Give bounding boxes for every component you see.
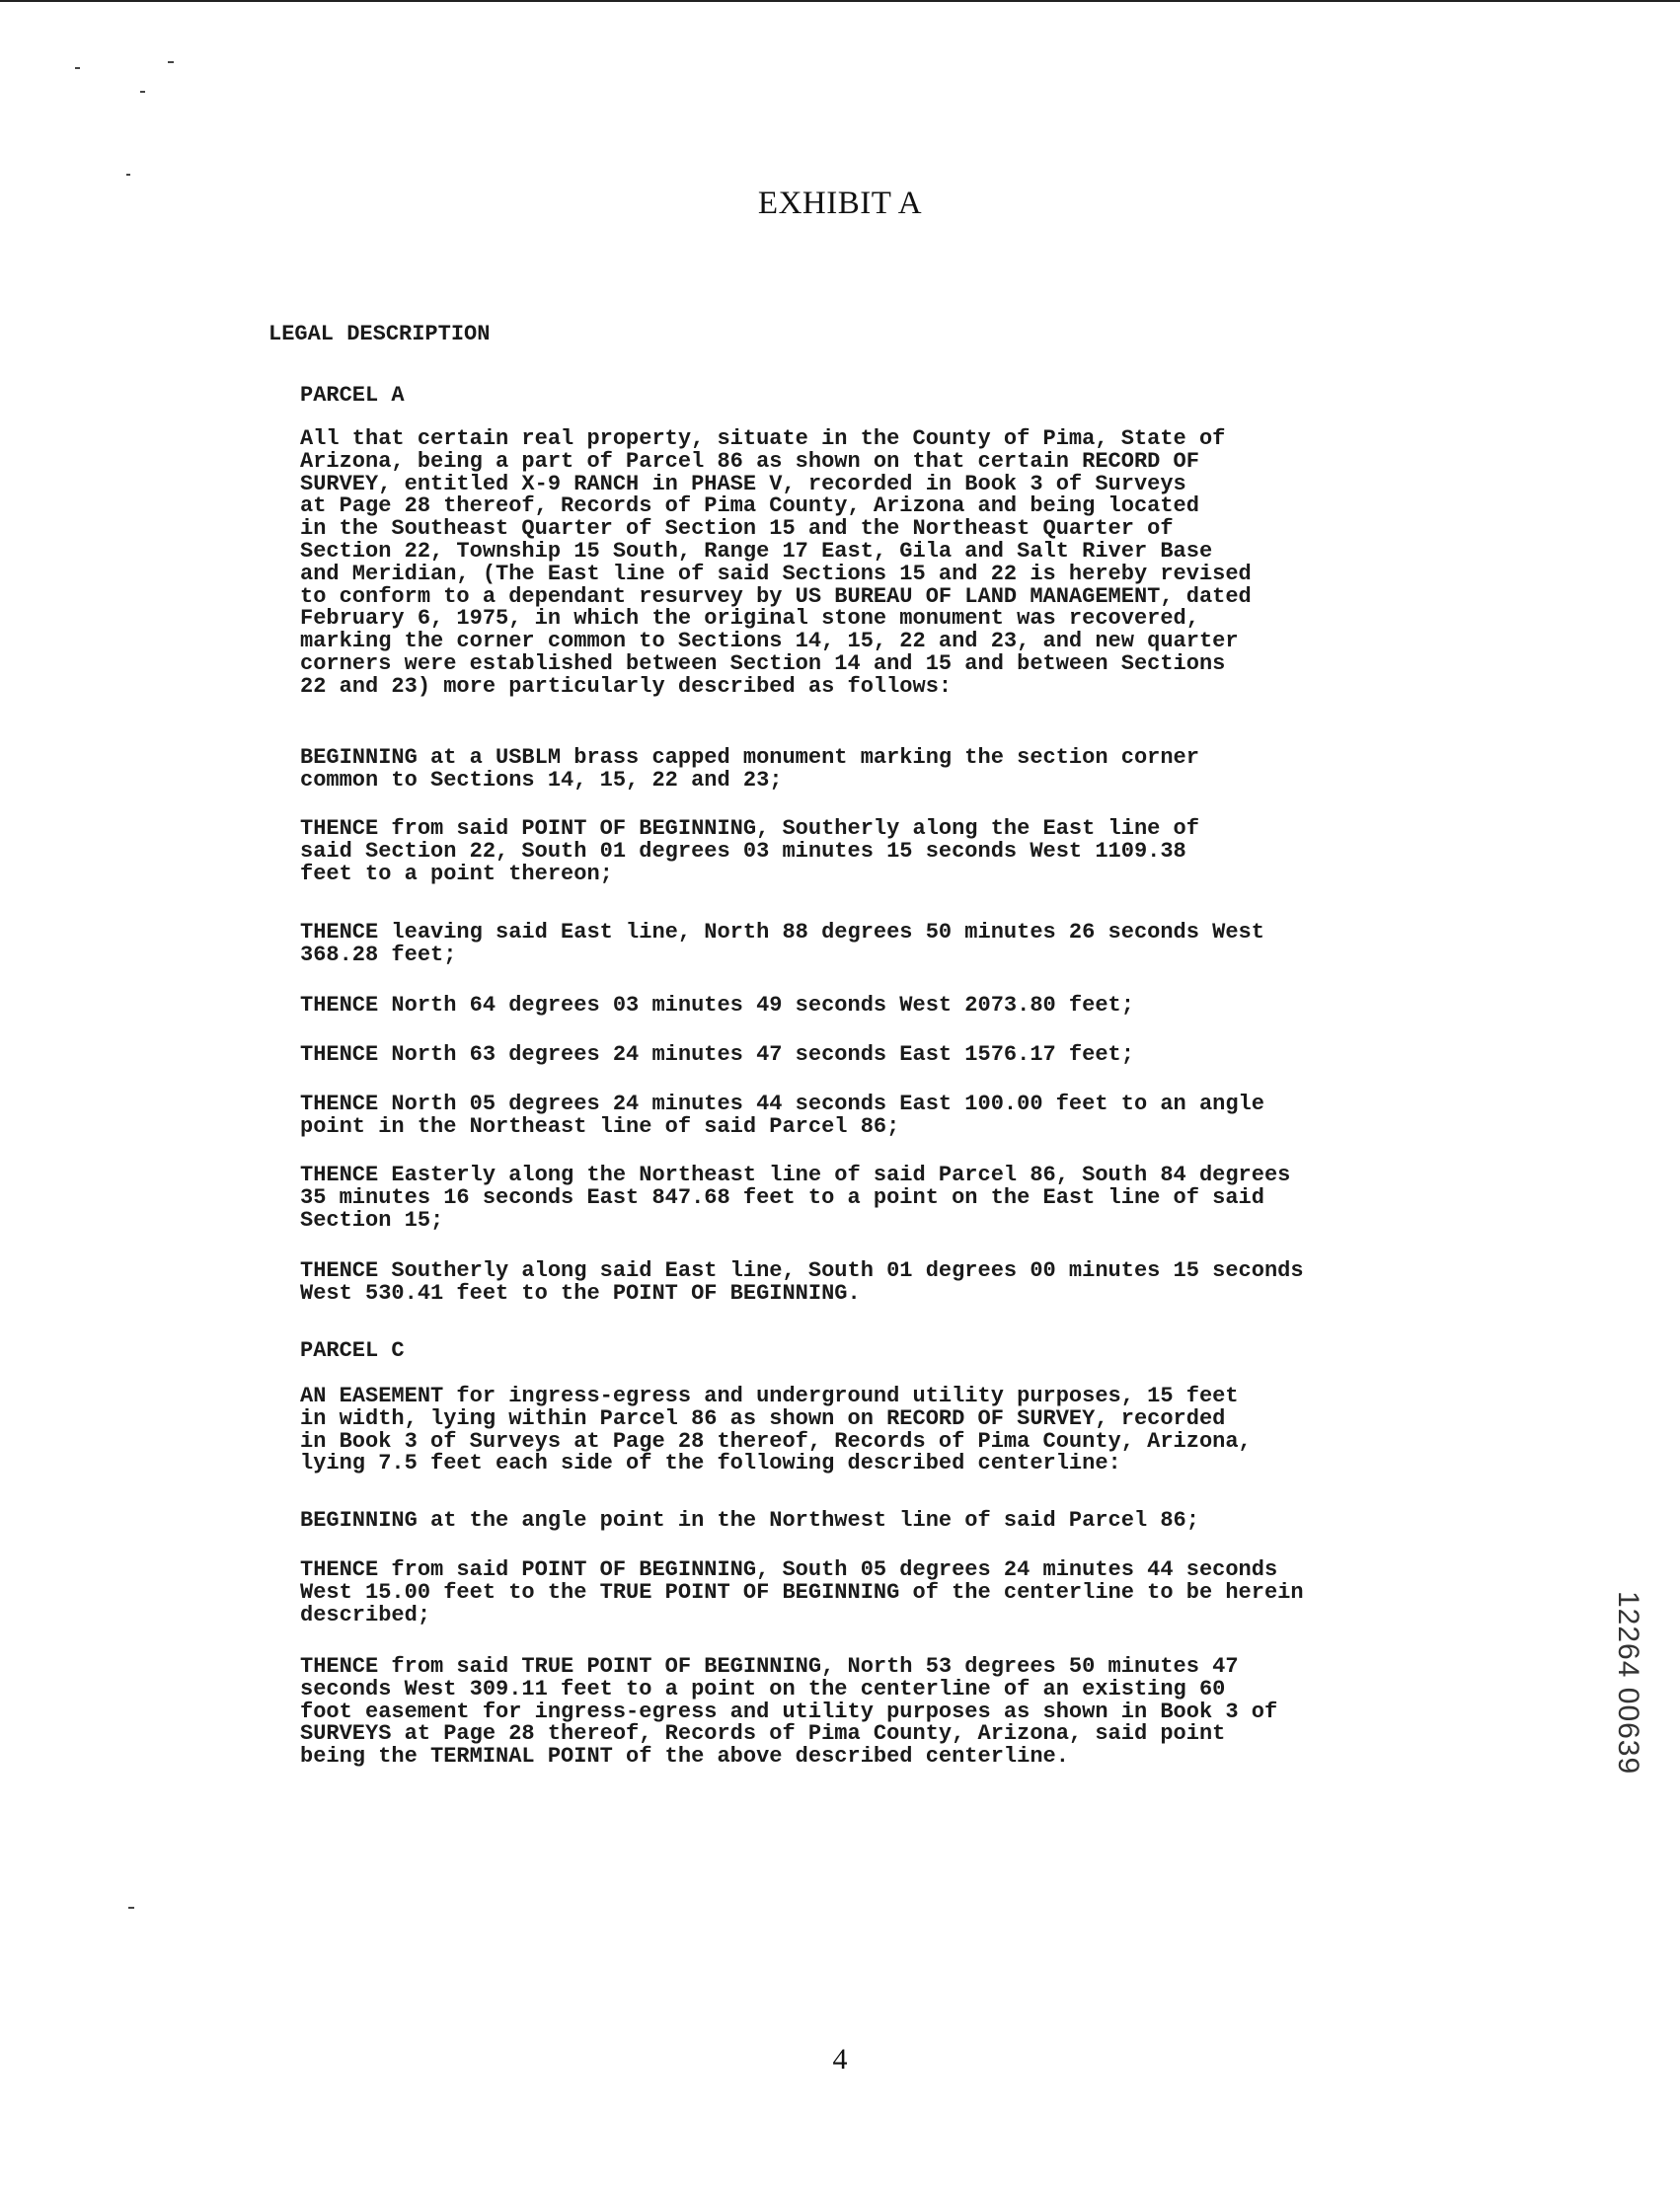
- parcel-a-paragraph: THENCE leaving said East line, North 88 degrees 50 minutes 26 seconds West 368.28 feet;: [300, 920, 1264, 967]
- scan-speck: [140, 91, 145, 93]
- exhibit-title: EXHIBIT A: [757, 186, 923, 221]
- scan-speck: [128, 1907, 134, 1909]
- parcel-a-paragraph: THENCE North 63 degrees 24 minutes 47 seconds East 1576.17 feet;: [300, 1042, 1134, 1067]
- parcel-c-paragraph: BEGINNING at the angle point in the Northwest line of said Parcel 86;: [300, 1508, 1199, 1533]
- parcel-c-paragraph: AN EASEMENT for ingress-egress and underground utility purposes, 15 feet in width, lying within Parcel 86 as shown on RECORD OF SURVEY, recorded in Book 3 of Surveys at Page 28 thereof, Records of Pima County, Arizona, lying 7.5 feet each side of the following described centerline:: [300, 1384, 1252, 1476]
- parcel-a-paragraph: All that certain real property, situate in the County of Pima, State of Arizona, being a part of Parcel 86 as shown on that certain RECORD OF SURVEY, entitled X-9 RANCH in PHASE V, recorded in Book 3 of Surveys at Page 28 thereof, Records of Pima County, Arizona and being located in the Southeast Quarter of Section 15 and the Northeast Quarter of Section 22, Township 15 South, Range 17 East, Gila and Salt River Base and Meridian, (The East line of said Sections 15 and 22 is hereby revised to conform to a dependant resurvey by US BUREAU OF LAND MANAGEMENT, dated February 6, 1975, in which the original stone monument was recovered, marking the corner common to Sections 14, 15, 22 and 23, and new quarter corners were established between Section 14 and 15 and between Sections 22 and 23) more particularly described as follows:: [300, 426, 1252, 699]
- page-number: 4: [832, 2043, 848, 2076]
- parcel-c-label: PARCEL C: [300, 1338, 405, 1363]
- legal-description-heading: LEGAL DESCRIPTION: [268, 322, 491, 346]
- parcel-a-paragraph: THENCE from said POINT OF BEGINNING, Southerly along the East line of said Section 22, South 01 degrees 03 minutes 15 seconds West 1109.38 feet to a point thereon;: [300, 816, 1199, 886]
- scan-speck: [75, 67, 80, 69]
- parcel-c-paragraph: THENCE from said TRUE POINT OF BEGINNING, North 53 degrees 50 minutes 47 seconds West 309.11 feet to a point on the centerline of an existing 60 foot easement for ingress-egress and utility purposes as shown in Book 3 of SURVEYS at Page 28 thereof, Records of Pima County, Arizona, said point being the TERMINAL POINT of the above described centerline.: [300, 1654, 1278, 1770]
- parcel-c-paragraph: THENCE from said POINT OF BEGINNING, South 05 degrees 24 minutes 44 seconds West 15.00 feet to the TRUE POINT OF BEGINNING of the centerline to be herein described;: [300, 1557, 1304, 1627]
- page-border: [0, 0, 1680, 2]
- scan-speck: [126, 174, 130, 176]
- parcel-a-paragraph: THENCE Southerly along said East line, South 01 degrees 00 minutes 15 seconds West 530.41 feet to the POINT OF BEGINNING.: [300, 1258, 1304, 1306]
- parcel-a-paragraph: THENCE Easterly along the Northeast line of said Parcel 86, South 84 degrees 35 minutes 16 seconds East 847.68 feet to a point on the East line of said Section 15;: [300, 1163, 1291, 1233]
- parcel-a-paragraph: THENCE North 05 degrees 24 minutes 44 seconds East 100.00 feet to an angle point in the Northeast line of said Parcel 86;: [300, 1092, 1264, 1139]
- document-recording-number: 12264 00639: [1612, 1591, 1644, 1776]
- parcel-a-paragraph: THENCE North 64 degrees 03 minutes 49 seconds West 2073.80 feet;: [300, 993, 1134, 1018]
- parcel-a-label: PARCEL A: [300, 383, 405, 408]
- scan-speck: [168, 61, 174, 63]
- parcel-a-paragraph: BEGINNING at a USBLM brass capped monument marking the section corner common to Sections 14, 15, 22 and 23;: [300, 745, 1199, 793]
